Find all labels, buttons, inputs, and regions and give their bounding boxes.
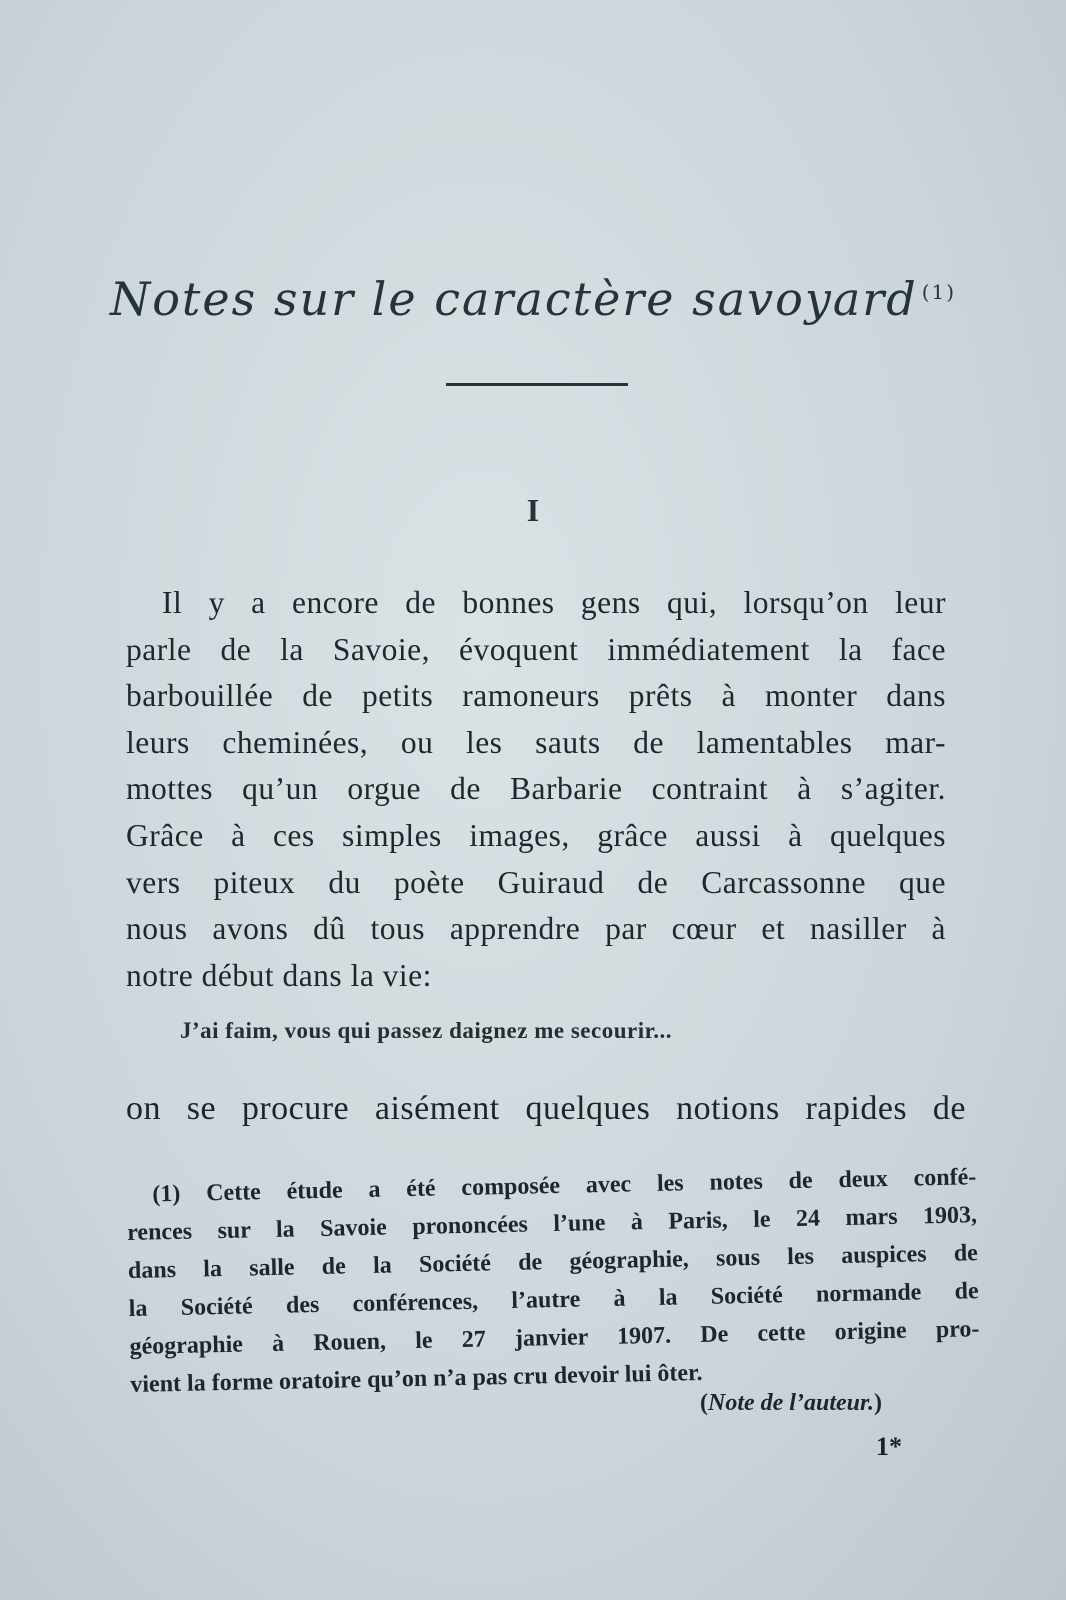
body-line: barbouillée de petits ramoneurs prêts à monter dans <box>126 678 946 714</box>
body-line: vers piteux du poète Guiraud de Carcassonne que <box>126 864 946 900</box>
footnote-attribution: (Note de l’auteur.) <box>700 1390 882 1416</box>
body-line: nous avons dû tous apprendre par cœur et nasiller à <box>126 911 946 947</box>
body-paragraph <box>126 580 946 999</box>
footnote-line: la Société des conférences, l’autre à la Société normande de <box>128 1278 979 1322</box>
body-line: Il y a encore de bonnes gens qui, lorsqu’on leur <box>162 585 946 620</box>
footnote <box>126 1158 981 1404</box>
body-line: notre début dans la vie: <box>126 957 432 993</box>
footnote-line: dans la salle de la Société de géographie, sous les auspices de <box>127 1240 979 1284</box>
footnote-line: rences sur la Savoie prononcées l’une à Paris, le 24 mars 1903, <box>126 1202 978 1246</box>
body-line: mottes qu’un orgue de Barbarie contraint à s’agiter. <box>126 771 946 807</box>
body-line: parle de la Savoie, évoquent immédiatement la face <box>126 631 946 667</box>
chapter-title <box>0 272 1066 326</box>
body-continuation: on se procure aisément quelques notions rapides de <box>126 1090 966 1127</box>
chapter-title-text: Notes sur le caractère savoyard <box>109 272 918 326</box>
footnote-attribution-text: Note de l’auteur. <box>708 1390 874 1416</box>
footnote-line: géographie à Rouen, le 27 janvier 1907. De cette origine pro- <box>129 1316 980 1360</box>
footnote-line: (1) Cette étude a été composée avec les notes de deux confé- <box>152 1164 977 1208</box>
footnote-line: vient la forme oratoire qu’on n’a pas cru devoir lui ôter. <box>130 1359 703 1398</box>
title-divider <box>446 383 628 386</box>
footnote-reference: (1) <box>921 279 957 304</box>
signature-mark: 1* <box>876 1432 902 1461</box>
verse-quote: J’ai faim, vous qui passez daignez me secourir... <box>180 1018 672 1043</box>
body-line: Grâce à ces simples images, grâce aussi à quelques <box>126 817 946 853</box>
body-line: leurs cheminées, ou les sauts de lamentables mar- <box>126 724 946 760</box>
section-number: I <box>526 492 540 528</box>
